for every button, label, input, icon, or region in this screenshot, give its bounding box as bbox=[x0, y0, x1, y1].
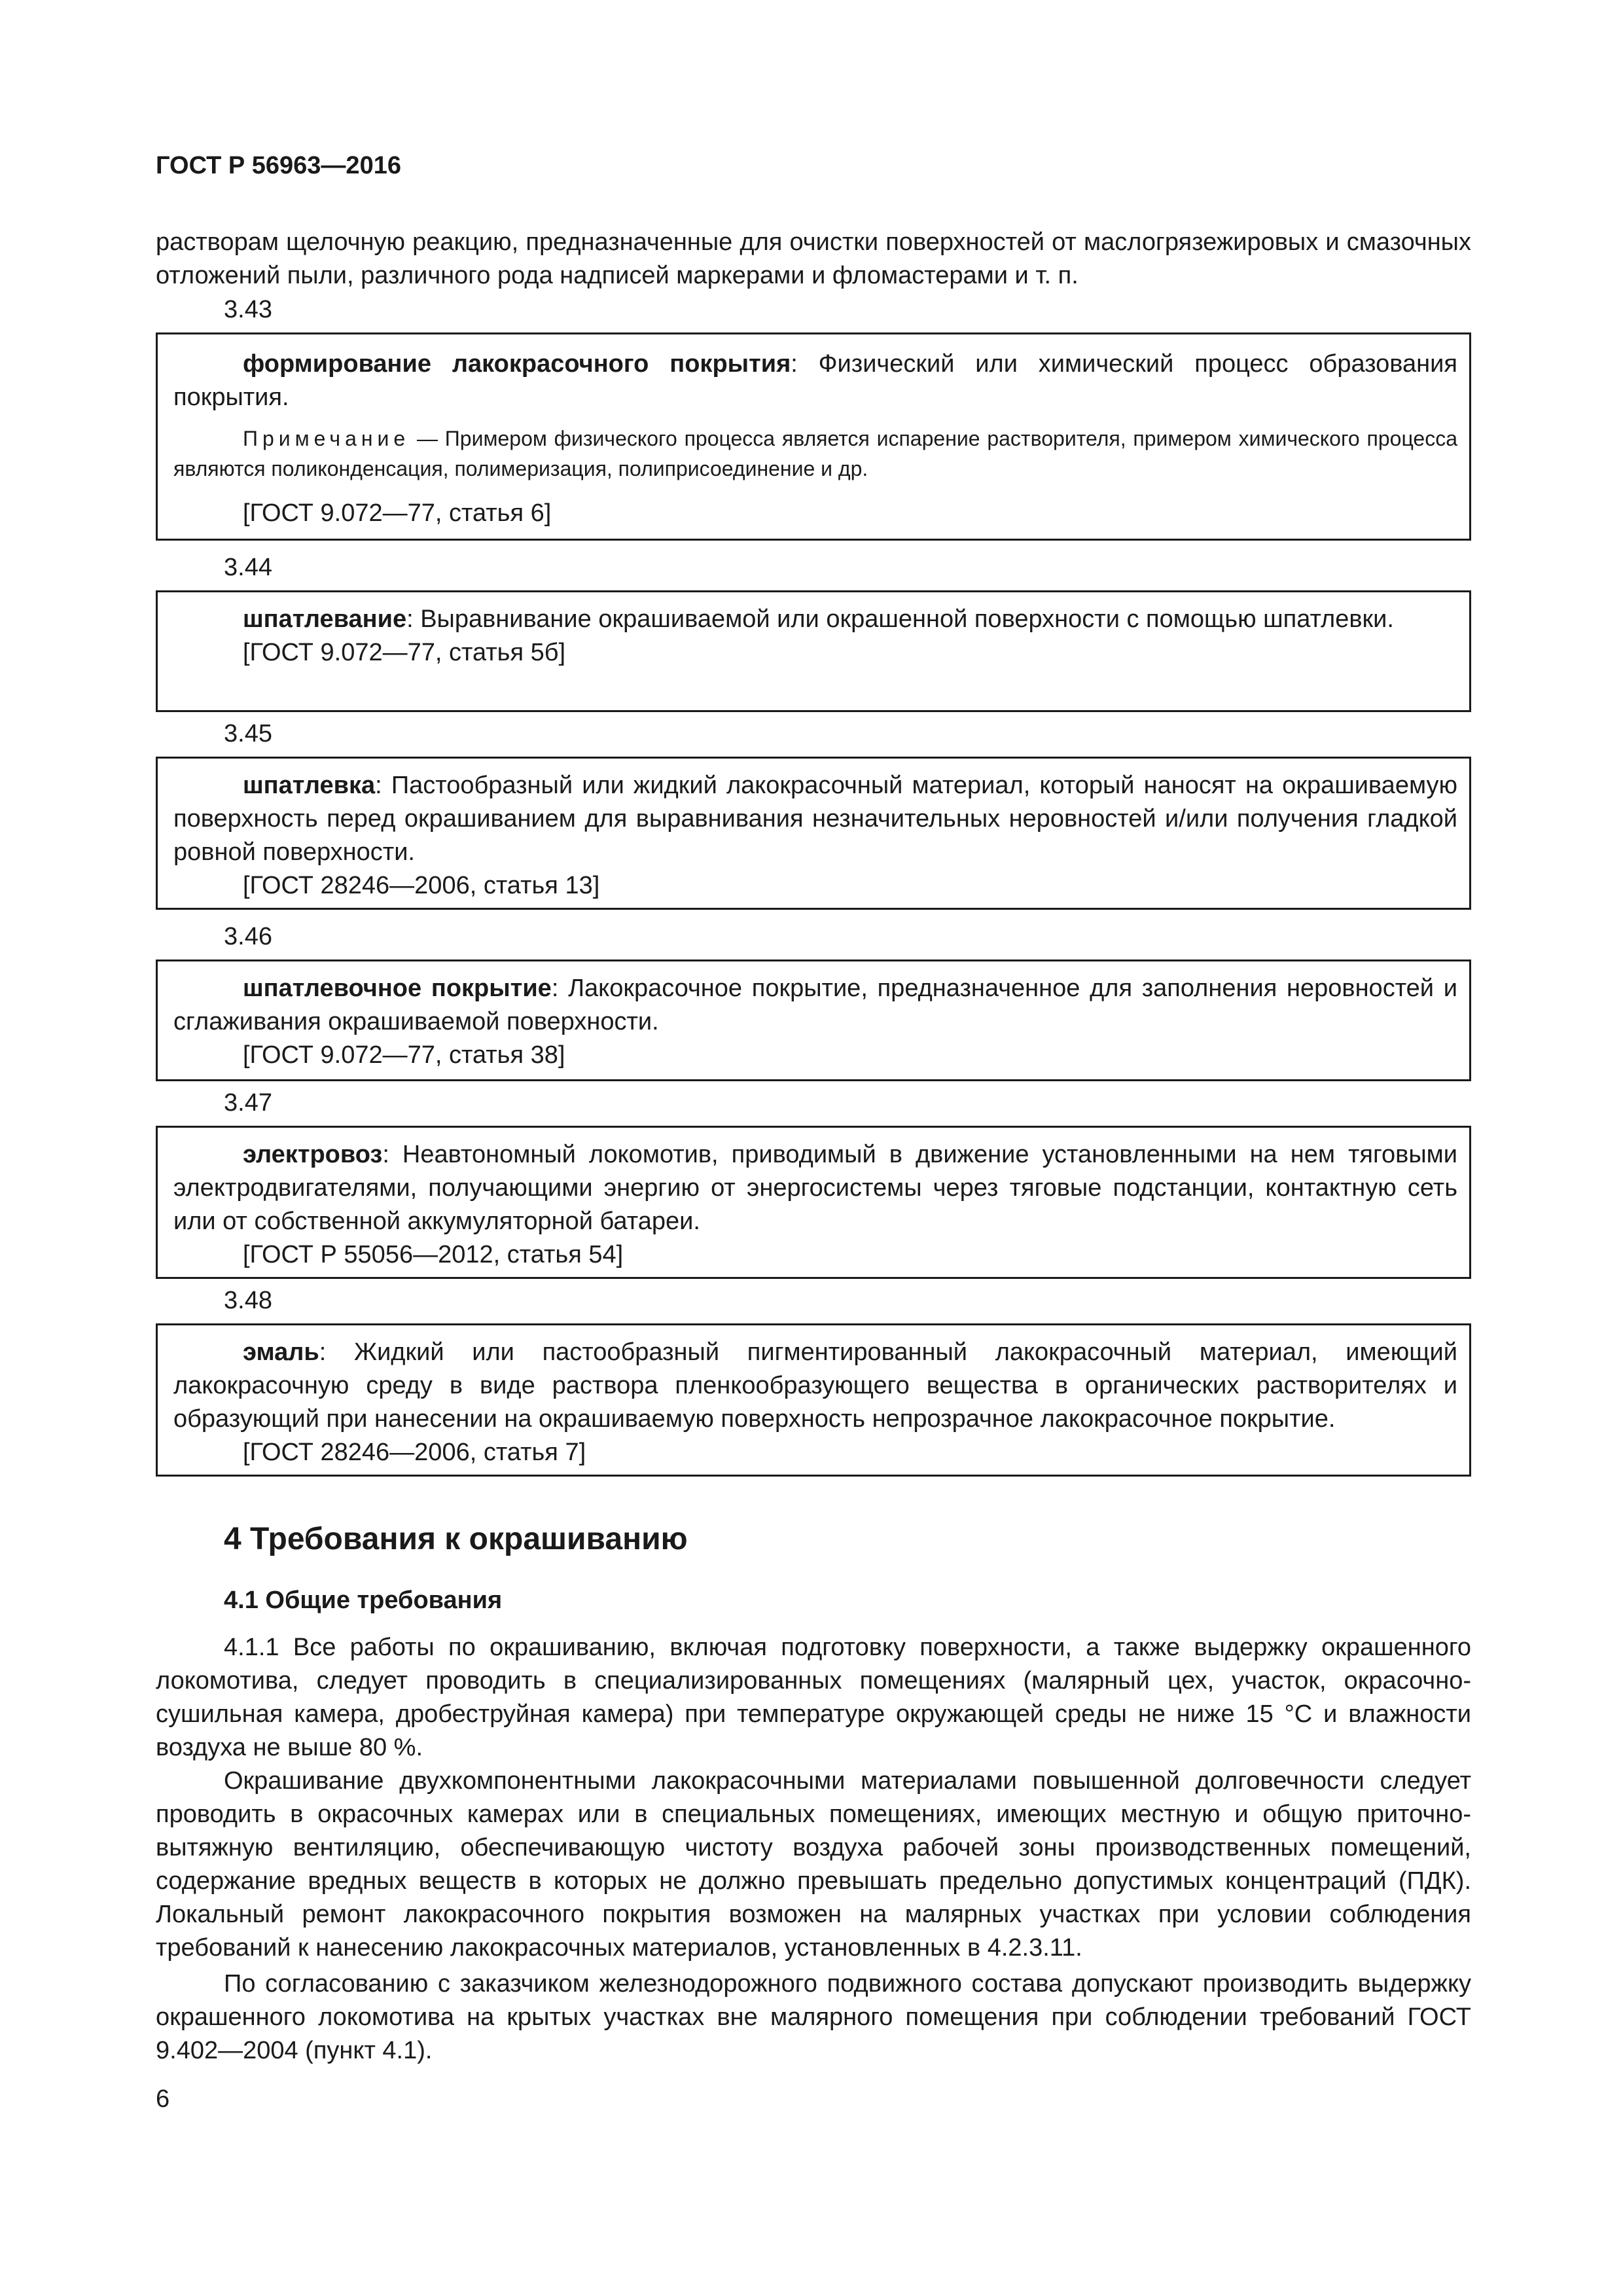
term-number: 3.46 bbox=[224, 923, 272, 950]
term-source: [ГОСТ 28246—2006, статья 7] bbox=[243, 1439, 586, 1466]
term-definition bbox=[173, 348, 1457, 414]
term-source: [ГОСТ 28246—2006, статья 13] bbox=[243, 872, 600, 899]
term-name: шпатлевочное покрытие bbox=[243, 975, 552, 1002]
term-source: [ГОСТ 9.072—77, статья 5б] bbox=[243, 639, 566, 666]
term-name: эмаль bbox=[243, 1338, 319, 1366]
term-number: 3.44 bbox=[224, 554, 272, 581]
term-name: шпатлевание bbox=[243, 605, 407, 633]
body-paragraph: Окрашивание двухкомпонентными лакокрасочными материалами повышенной долговечности следует проводить в окрасочных камерах или в специальных помещениях, имеющих местную и общую приточно-вытяжную вентиляцию, обеспечивающую чистоту воздуха рабочей зоны производственных помещений, содержание вредных веществ в которых не должно превышать предельно допустимых концентраций (ПДК). Локальный ремонт лакокрасочного покрытия возможен на малярных участках при условии соблюдения требований к нанесению лакокрасочных материалов, установленных в 4.2.3.11. bbox=[156, 1767, 1471, 1962]
term-source: [ГОСТ 9.072—77, статья 38] bbox=[243, 1041, 565, 1069]
page-number: 6 bbox=[156, 2085, 170, 2113]
term-definition bbox=[173, 972, 1457, 1039]
term-box bbox=[156, 1126, 1471, 1279]
term-name: электровоз bbox=[243, 1141, 383, 1168]
term-number: 3.43 bbox=[224, 296, 272, 323]
term-definition bbox=[173, 769, 1457, 869]
intro-paragraph: растворам щелочную реакцию, предназначенные для очистки поверхностей от маслогрязежировых и смазочных отложений пыли, различного рода надписей маркерами и фломастерами и т. п. bbox=[156, 228, 1471, 289]
term-definition-text: : Жидкий или пастообразный пигментированный лакокрасочный материал, имеющий лакокрасочную среду в виде раствора пленкообразующего вещества в органических растворителях и образующий при нанесении на окрашиваемую поверхность непрозрачное лакокрасочное покрытие. bbox=[173, 1338, 1457, 1433]
term-definition-text: : Неавтономный локомотив, приводимый в движение установленными на нем тяговыми электродвигателями, получающими энергию от энергосистемы через тяговые подстанции, контактную сеть или от собственной аккумуляторной батареи. bbox=[173, 1141, 1457, 1235]
term-source: [ГОСТ Р 55056—2012, статья 54] bbox=[243, 1241, 624, 1268]
term-name: формирование лакокрасочного покрытия bbox=[243, 350, 791, 378]
term-number: 3.48 bbox=[224, 1287, 272, 1314]
term-definition-text: : Лакокрасочное покрытие, предназначенное для заполнения неровностей и сглаживания окрашиваемой поверхности. bbox=[173, 975, 1457, 1035]
term-number: 3.47 bbox=[224, 1089, 272, 1117]
term-definition-text: : Пастообразный или жидкий лакокрасочный материал, который наносят на окрашиваемую поверхность перед окрашиванием для выравнивания незначительных неровностей и/или получения гладкой ровной поверхности. bbox=[173, 772, 1457, 866]
note-label: Примечание bbox=[243, 427, 410, 450]
term-definition-text: : Физический или химический процесс образования покрытия. bbox=[173, 350, 1457, 411]
term-number: 3.45 bbox=[224, 720, 272, 747]
term-definition bbox=[173, 603, 1457, 636]
note-text: — Примером физического процесса является испарение растворителя, примером химического процесса являются поликонденсация, полимеризация, полиприсоединение и др. bbox=[173, 427, 1457, 480]
term-note bbox=[173, 423, 1457, 484]
term-name: шпатлевка bbox=[243, 772, 376, 799]
term-definition-text: : Выравнивание окрашиваемой или окрашенной поверхности с помощью шпатлевки. bbox=[406, 605, 1394, 633]
term-box bbox=[156, 960, 1471, 1081]
body-paragraph: 4.1.1 Все работы по окрашиванию, включая подготовку поверхности, а также выдержку окрашенного локомотива, следует проводить в специализированных помещениях (малярный цех, участок, окрасочно-сушильная камера, дробеструйная камера) при температуре окружающей среды не ниже 15 °С и влажности воздуха не выше 80 %. bbox=[156, 1634, 1471, 1761]
subsection-heading: 4.1 Общие требования bbox=[224, 1587, 503, 1614]
term-definition bbox=[173, 1336, 1457, 1436]
document-code-header: ГОСТ Р 56963—2016 bbox=[156, 152, 401, 179]
term-box bbox=[156, 332, 1471, 541]
term-box bbox=[156, 1323, 1471, 1477]
term-box bbox=[156, 757, 1471, 910]
section-heading: 4 Требования к окрашиванию bbox=[224, 1522, 688, 1556]
term-box bbox=[156, 590, 1471, 712]
term-definition bbox=[173, 1138, 1457, 1238]
body-paragraph: По согласованию с заказчиком железнодорожного подвижного состава допускают производить выдержку окрашенного локомотива на крытых участках вне малярного помещения при соблюдении требований ГОСТ 9.402—2004 (пункт 4.1). bbox=[156, 1970, 1471, 2064]
term-source: [ГОСТ 9.072—77, статья 6] bbox=[243, 499, 552, 527]
